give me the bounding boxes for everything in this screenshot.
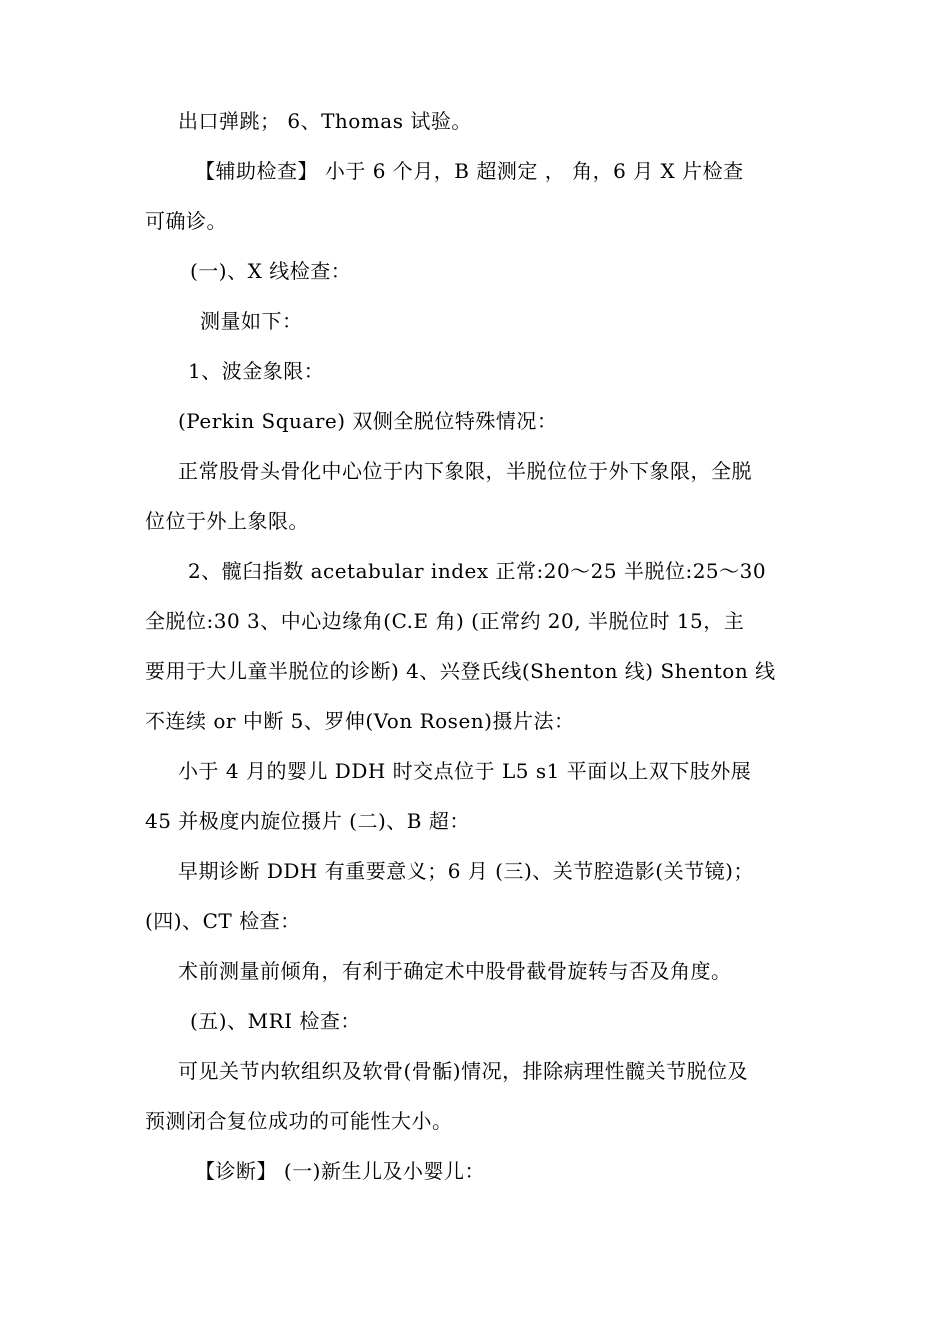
text-line-14: 小于 4 月的婴儿 DDH 时交点位于 L5 s1 平面以上双下肢外展 [178,759,752,783]
text-line-20: 可见关节内软组织及软骨(骨骺)情况，排除病理性髋关节脱位及 [178,1059,749,1083]
section-heading-diagnosis: 【诊断】 (一)新生儿及小婴儿： [195,1159,485,1183]
subheading-xray: (一)、X 线检查： [190,259,352,283]
text-line-16: 早期诊断 DDH 有重要意义；6 月 (三)、关节腔造影(关节镜)； [178,859,754,883]
text-line-7: (Perkin Square) 双侧全脱位特殊情况： [178,409,558,433]
subheading-mri: (五)、MRI 检查： [190,1009,361,1033]
text-line-12: 要用于大儿童半脱位的诊断) 4、兴登氏线(Shenton 线) Shenton 线 [145,659,776,683]
text-line-10: 2、髋臼指数 acetabular index 正常:20～25 半脱位:25～30 [188,559,767,583]
text-line-1: 出口弹跳； 6、Thomas 试验。 [178,109,472,133]
text-line-15: 45 并极度内旋位摄片 (二)、B 超： [145,809,470,833]
section-heading-auxiliary-exam: 【辅助检查】 小于 6 个月，B 超测定 ， 角，6 月 X 片检查 [195,159,744,183]
text-line-21: 预测闭合复位成功的可能性大小。 [145,1109,453,1133]
text-line-13: 不连续 or 中断 5、罗伸(Von Rosen)摄片法： [145,709,575,733]
text-line-17: (四)、CT 检查： [145,909,301,933]
text-line-18: 术前测量前倾角，有利于确定术中股骨截骨旋转与否及角度。 [178,959,732,983]
text-line-11: 全脱位:30 3、中心边缘角(C.E 角) (正常约 20, 半脱位时 15，主 [145,609,745,633]
text-line-3: 可确诊。 [145,209,227,233]
text-line-9: 位位于外上象限。 [145,509,309,533]
text-line-5: 测量如下： [200,309,303,333]
text-line-8: 正常股骨头骨化中心位于内下象限，半脱位位于外下象限，全脱 [178,459,752,483]
text-line-6: 1、波金象限： [188,359,325,383]
